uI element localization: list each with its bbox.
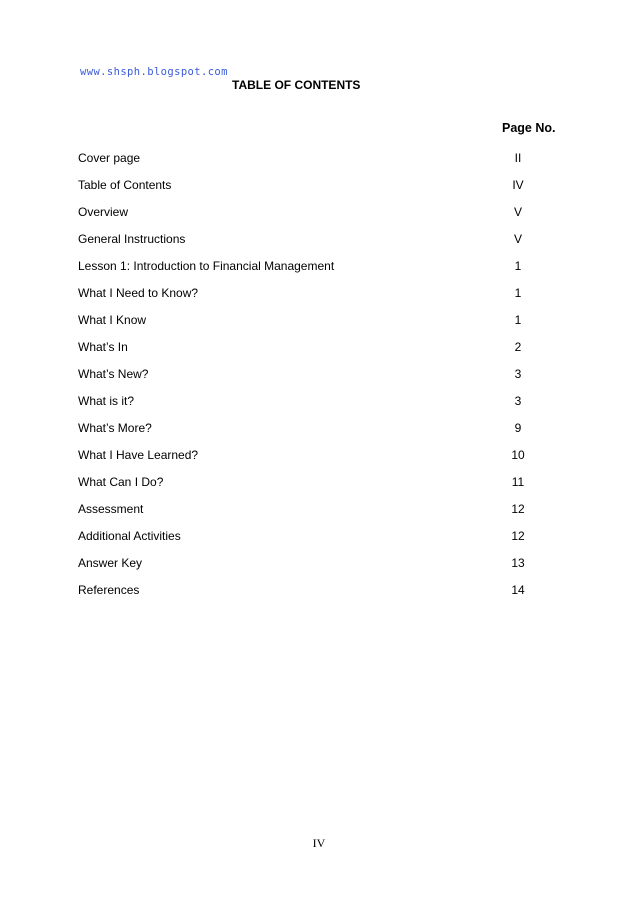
toc-entry [78,367,538,394]
toc-entry-label: Table of Contents [78,178,172,192]
toc-entry-label: Answer Key [78,556,143,570]
toc-entry-label: General Instructions [78,232,186,246]
toc-entry [78,502,538,529]
toc-entry [78,340,538,367]
toc-entry-label: References [78,583,140,597]
toc-entry-page: V [513,232,522,246]
toc-entry-page: 1 [514,286,522,300]
toc-entry-page: 3 [514,394,522,408]
toc-entry-label: What I Need to Know? [78,286,199,300]
toc-entry-label: What I Have Learned? [78,448,199,462]
toc-entry [78,205,538,232]
toc-entry [78,583,538,610]
page-title: TABLE OF CONTENTS [232,78,361,92]
toc-entry-label: Assessment [78,502,144,516]
toc-entry [78,286,538,313]
toc-entry-label: What’s New? [78,367,149,381]
toc-entry-page: 10 [511,448,525,462]
toc-list [78,151,538,610]
toc-entry-page: 2 [514,340,522,354]
page-no-header: Page No. [502,121,556,135]
toc-entry-label: Cover page [78,151,141,165]
toc-entry-page: 12 [511,529,525,543]
toc-entry [78,475,538,502]
toc-entry-label: What is it? [78,394,135,408]
toc-entry-label: What’s In [78,340,128,354]
toc-entry-label: What I Know [78,313,147,327]
toc-entry-label: Overview [78,205,129,219]
toc-entry [78,394,538,421]
toc-entry-label: What’s More? [78,421,152,435]
toc-entry-page: 1 [514,313,522,327]
toc-entry [78,529,538,556]
toc-entry-page: 14 [511,583,525,597]
toc-entry-page: 1 [514,259,522,273]
footer-page-number: IV [312,836,326,850]
toc-entry [78,556,538,583]
toc-entry-page: 11 [511,475,525,489]
toc-entry-label: Additional Activities [78,529,181,543]
toc-entry [78,232,538,259]
toc-entry-page: 3 [514,367,522,381]
toc-entry-page: V [513,205,522,219]
toc-entry [78,151,538,178]
toc-entry-page: 12 [511,502,525,516]
toc-entry-label: What Can I Do? [78,475,164,489]
toc-entry-page: IV [512,178,524,192]
toc-entry [78,448,538,475]
toc-entry-page: 13 [511,556,525,570]
toc-entry [78,178,538,205]
toc-entry [78,421,538,448]
toc-entry [78,259,538,286]
toc-entry-label: Lesson 1: Introduction to Financial Management [78,259,335,273]
toc-entry-page: II [514,151,522,165]
toc-entry [78,313,538,340]
toc-entry-page: 9 [514,421,522,435]
watermark-link[interactable]: www.shsph.blogspot.com [80,66,228,78]
